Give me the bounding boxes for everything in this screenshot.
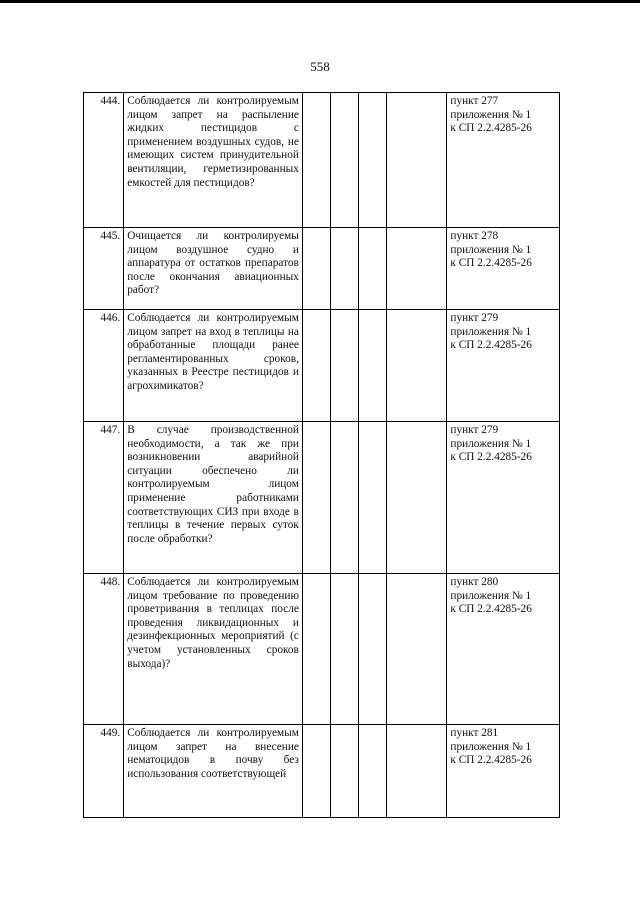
empty-cell [302,574,330,725]
empty-cell [330,725,358,818]
reference-line: пункт 279 [450,424,499,436]
table-row [84,422,560,574]
reference-line: пункт 277 [450,95,499,107]
reference-line: к СП 2.2.4285-26 [450,257,532,270]
empty-cell [302,422,330,574]
reference-cell [447,93,560,228]
table-row [84,574,560,725]
question-cell: В случае производственной необходимости, а так же при возникновении аварийной ситуации обеспечено ли контролируемым лицом применение работниками соответствующих СИЗ при входе в теплицы в течение первых суток после обработки? [124,422,303,574]
reference-line: к СП 2.2.4285-26 [450,451,532,464]
reference-cell [447,422,560,574]
empty-cell [330,93,358,228]
reference-line: приложения № 1 [450,589,532,602]
reference-line: приложения № 1 [450,437,532,450]
reference-line: приложения № 1 [450,243,532,256]
reference-line: к СП 2.2.4285-26 [450,603,532,616]
page-number: 558 [310,59,330,74]
empty-cell [330,310,358,422]
reference-line: к СП 2.2.4285-26 [450,339,532,352]
empty-cell [358,93,386,228]
table-row [84,93,560,228]
reference-line: к СП 2.2.4285-26 [450,754,532,767]
row-number: 445. [84,228,124,310]
reference-cell [447,574,560,725]
row-number: 444. [84,93,124,228]
row-number: 449. [84,725,124,818]
empty-cell [386,574,447,725]
reference-line: приложения № 1 [450,325,532,338]
reference-cell [447,310,560,422]
reference-line: пункт 281 [450,727,499,739]
reference-line: пункт 279 [450,312,499,324]
empty-cell [386,725,447,818]
empty-cell [386,228,447,310]
question-cell: Соблюдается ли контролируемым лицом требование по проведению проветривания в теплицах после проведения ликвидационных и дезинфекционных мероприятий (с учетом установленных сроков выхода)? [124,574,303,725]
reference-cell [447,228,560,310]
empty-cell [302,310,330,422]
empty-cell [358,422,386,574]
row-number: 446. [84,310,124,422]
empty-cell [302,725,330,818]
empty-cell [302,228,330,310]
row-number: 447. [84,422,124,574]
reference-line: пункт 280 [450,576,499,588]
empty-cell [386,93,447,228]
empty-cell [358,574,386,725]
empty-cell [330,574,358,725]
empty-cell [358,228,386,310]
empty-cell [302,93,330,228]
table-row [84,310,560,422]
question-cell: Соблюдается ли контролируемым лицом запрет на внесение нематоцидов в почву без использования соответствующей [124,725,303,818]
table-row [84,228,560,310]
checklist-table [83,92,560,818]
question-cell: Соблюдается ли контролируемым лицом запрет на вход в теплицы на обработанные площади ранее регламентированных сроков, указанных в Реестре пестицидов и агрохимикатов? [124,310,303,422]
reference-line: приложения № 1 [450,108,532,121]
page-top-edge [0,0,640,3]
row-number: 448. [84,574,124,725]
empty-cell [386,422,447,574]
reference-cell [447,725,560,818]
empty-cell [358,725,386,818]
question-cell: Соблюдается ли контролируемым лицом запрет на распыление жидких пестицидов с применением воздушных судов, не имеющих систем принудительной вентиляции, герметизированных емкостей для пестицидов? [124,93,303,228]
empty-cell [386,310,447,422]
question-cell: Очищается ли контролируемы лицом воздушное судно и аппаратура от остатков препаратов после окончания авиационных работ? [124,228,303,310]
empty-cell [330,422,358,574]
empty-cell [358,310,386,422]
table-row [84,725,560,818]
empty-cell [330,228,358,310]
reference-line: к СП 2.2.4285-26 [450,122,532,135]
reference-line: пункт 278 [450,230,499,242]
reference-line: приложения № 1 [450,740,532,753]
